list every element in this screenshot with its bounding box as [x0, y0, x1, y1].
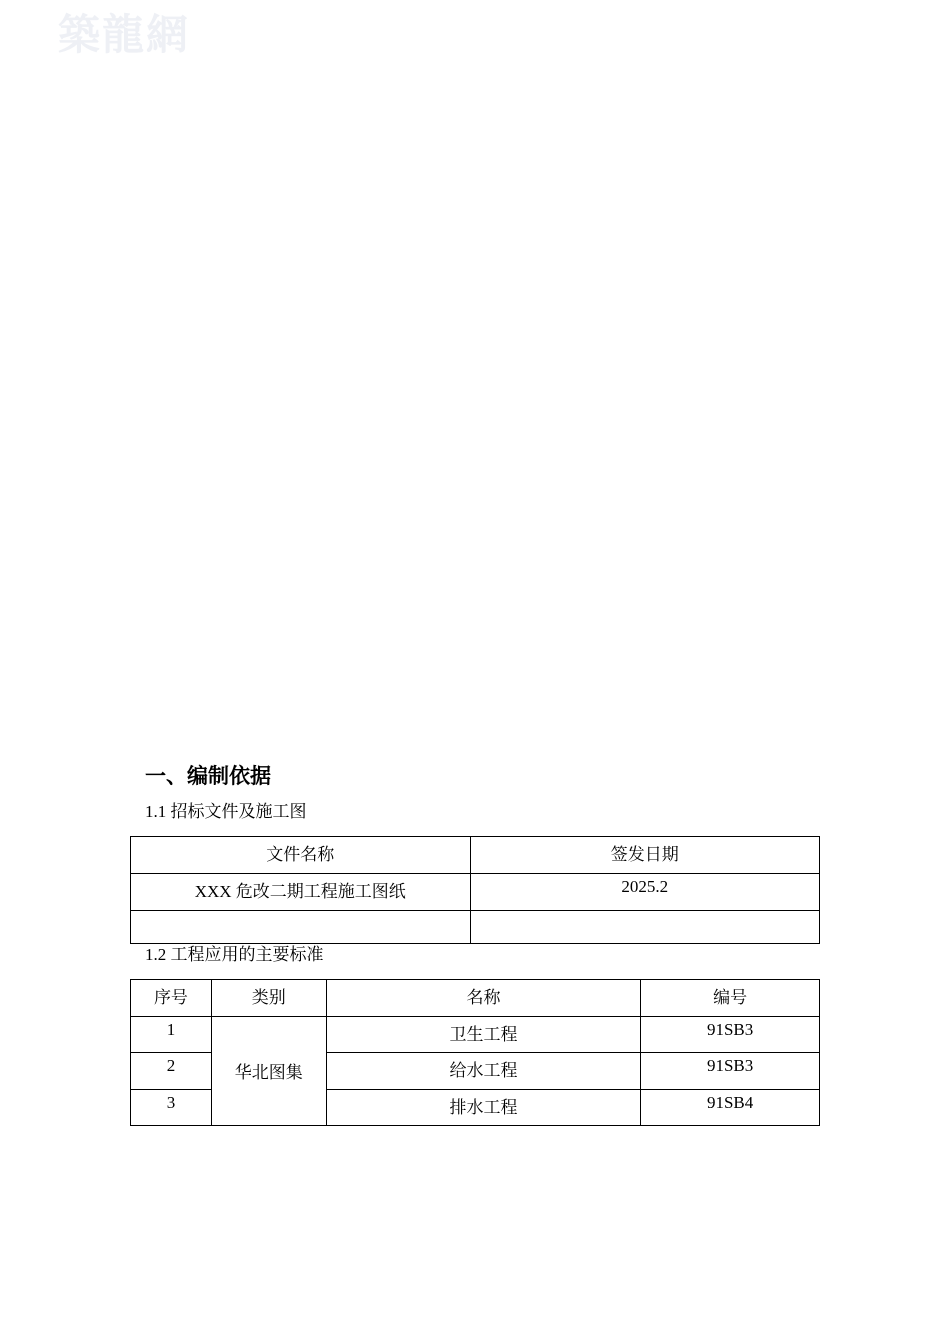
cell-issue-date: 2025.2 — [470, 874, 820, 911]
cell-category: 华北图集 — [211, 1016, 326, 1126]
table-row — [131, 911, 820, 944]
cell-name: 排水工程 — [326, 1089, 640, 1126]
watermark-logo: 築龍網 — [58, 10, 191, 59]
cell-number: 1 — [131, 1016, 212, 1053]
header-cell-issue-date: 签发日期 — [470, 837, 820, 874]
section-heading: 一、编制依据 — [145, 764, 271, 788]
cell-code: 91SB3 — [641, 1016, 820, 1053]
header-cell-file-name: 文件名称 — [131, 837, 471, 874]
cell-issue-date — [470, 911, 820, 944]
table-row — [131, 1016, 820, 1053]
table-row — [131, 874, 820, 911]
table-header-row — [131, 837, 820, 874]
cell-name: 卫生工程 — [326, 1016, 640, 1053]
header-cell-category: 类别 — [211, 980, 326, 1017]
cell-code: 91SB4 — [641, 1089, 820, 1126]
cell-code: 91SB3 — [641, 1053, 820, 1090]
table-header-row — [131, 980, 820, 1017]
header-cell-name: 名称 — [326, 980, 640, 1017]
standards-table — [130, 979, 820, 1126]
subsection-heading-1: 1.1 招标文件及施工图 — [145, 802, 307, 821]
documents-table — [130, 836, 820, 944]
cell-name: 给水工程 — [326, 1053, 640, 1090]
subsection-heading-2: 1.2 工程应用的主要标准 — [145, 945, 324, 964]
cell-number: 2 — [131, 1053, 212, 1090]
cell-number: 3 — [131, 1089, 212, 1126]
cell-file-name — [131, 911, 471, 944]
cell-file-name: XXX 危改二期工程施工图纸 — [131, 874, 471, 911]
header-cell-number: 序号 — [131, 980, 212, 1017]
header-cell-code: 编号 — [641, 980, 820, 1017]
